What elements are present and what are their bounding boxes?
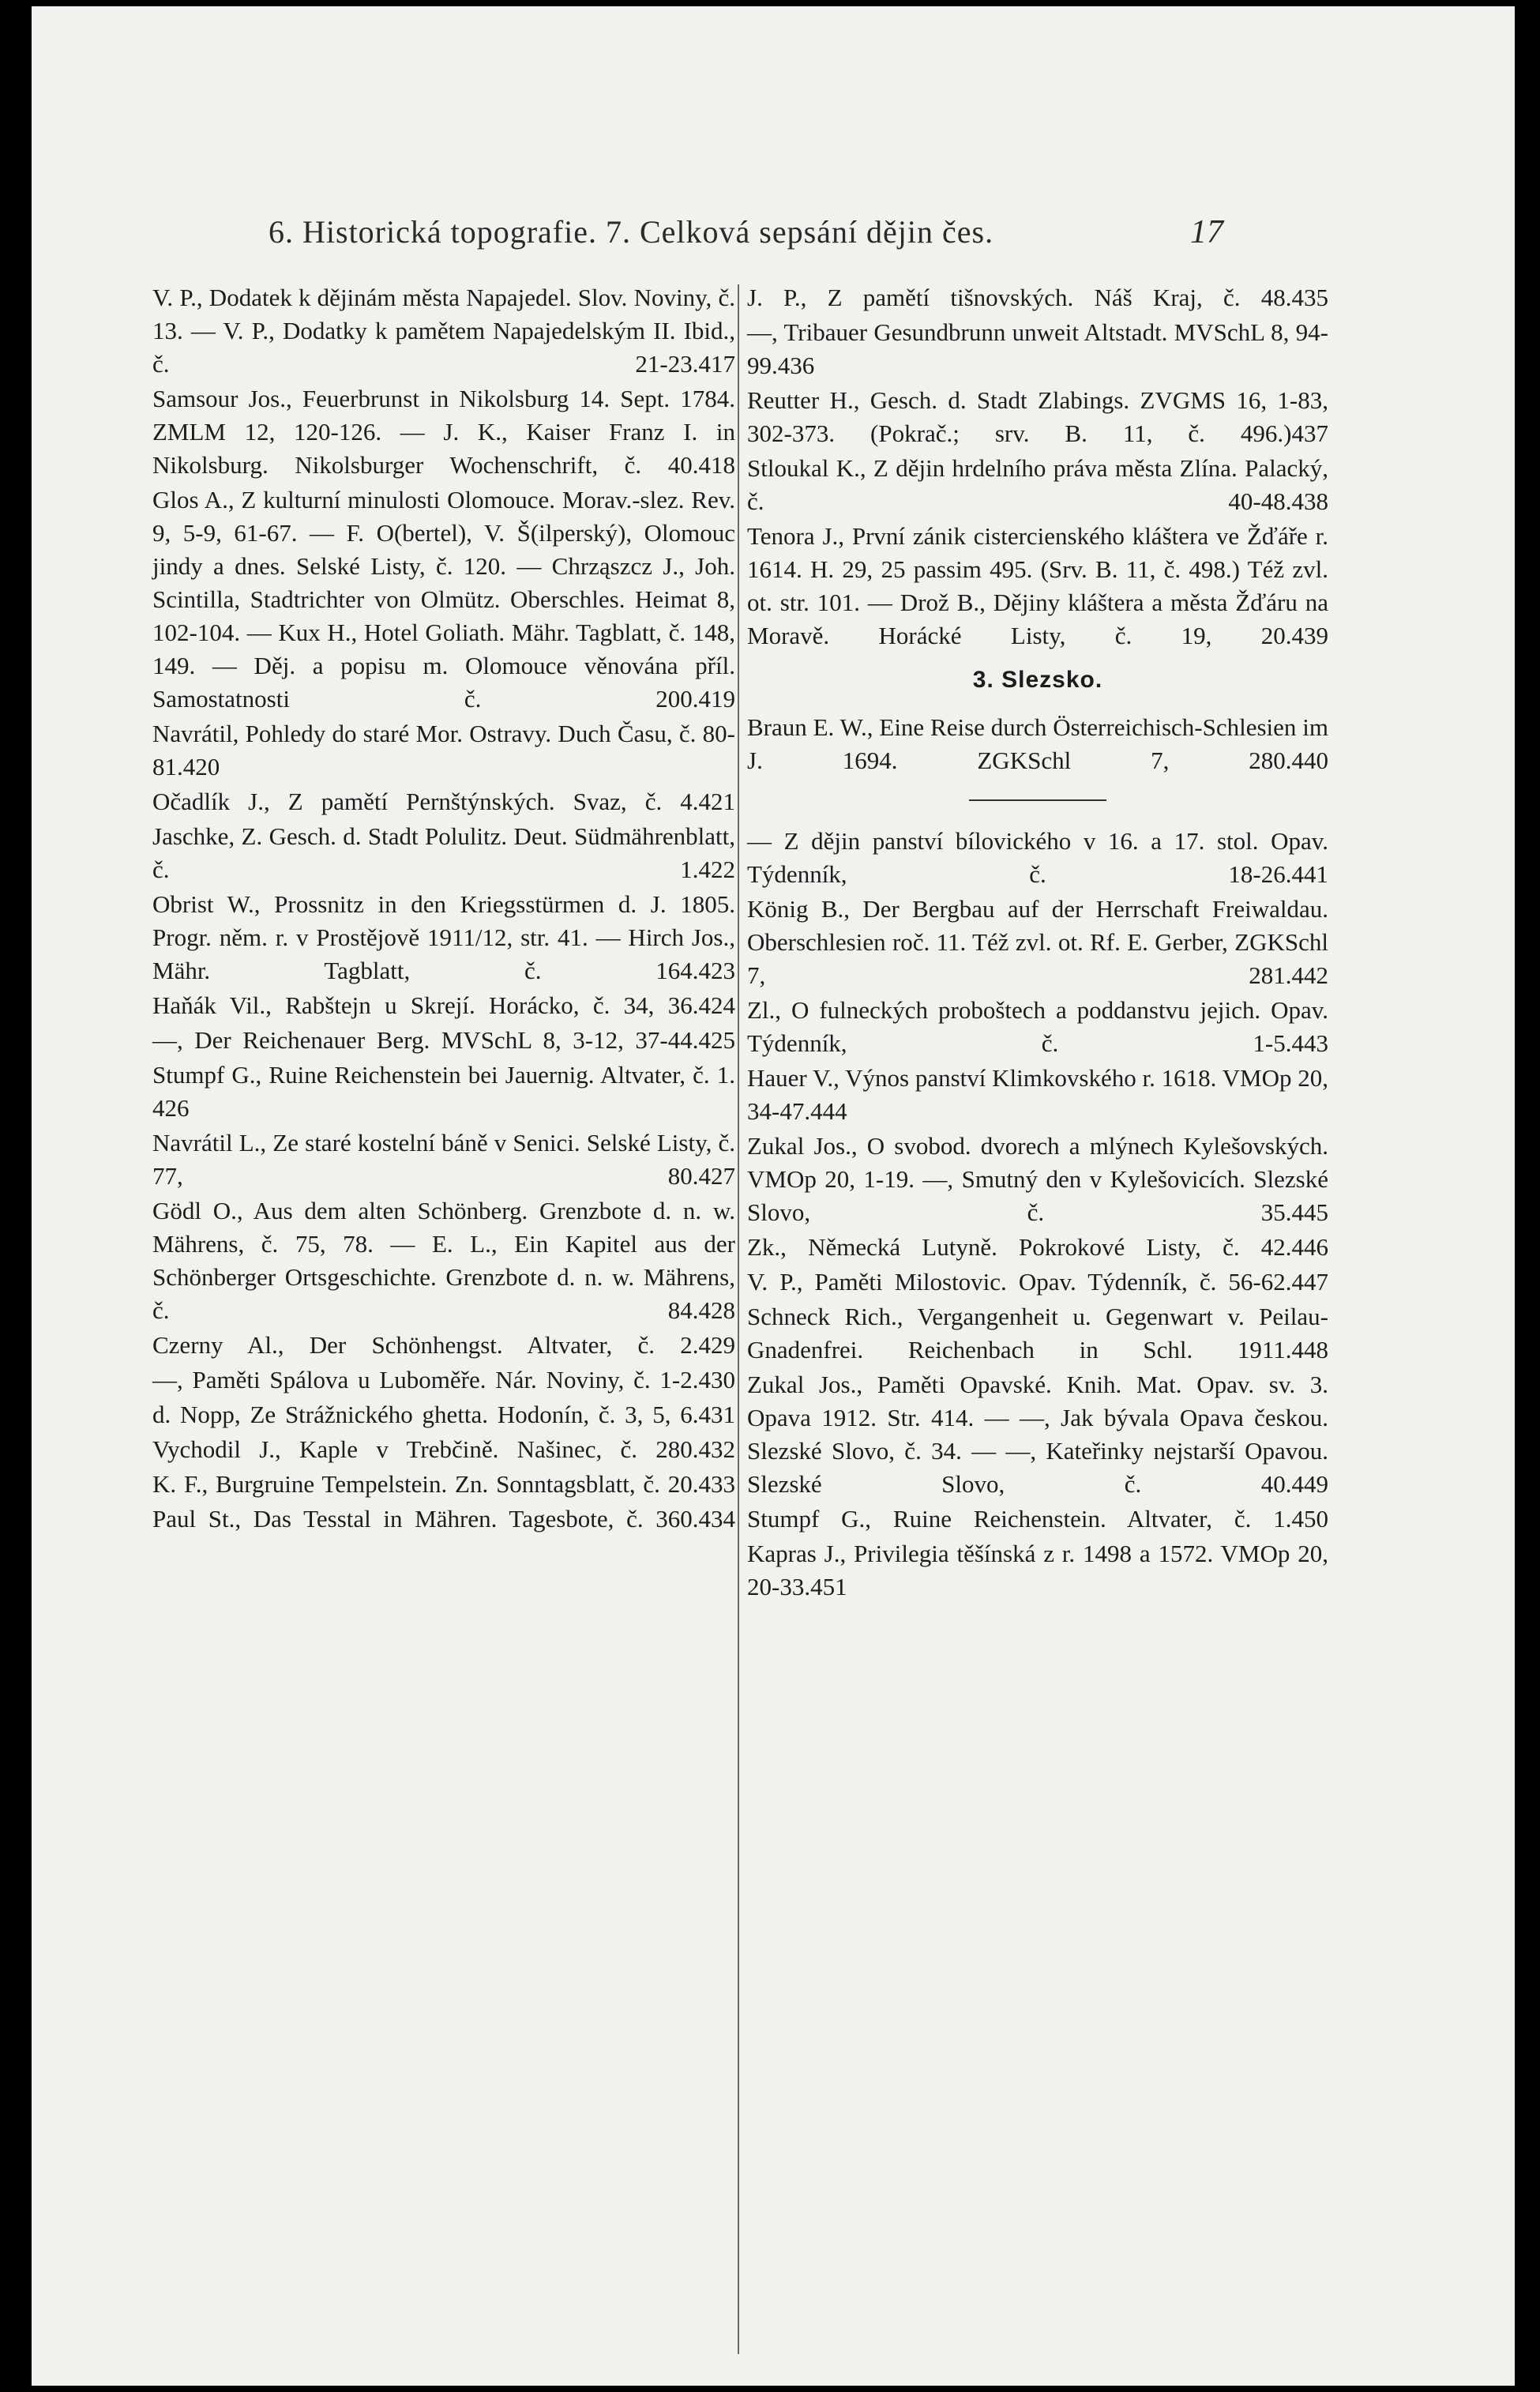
bibliography-entry — [152, 483, 735, 716]
entry-number: 450 — [1291, 1505, 1328, 1533]
bibliography-entry — [747, 384, 1328, 450]
entry-number: 433 — [698, 1470, 735, 1498]
entry-text: —, Der Reichenauer Berg. MVSchL 8, 3-12, 37-44. — [152, 1026, 699, 1054]
entry-number: 451 — [810, 1573, 847, 1600]
entry-number: 418 — [698, 451, 735, 479]
entry-number: 439 — [1291, 622, 1328, 649]
bibliography-entry — [747, 825, 1328, 891]
entry-text: Stloukal K., Z dějin hrdelního práva města Zlína. Palacký, č. 40-48. — [747, 454, 1328, 515]
right-column — [747, 281, 1328, 2335]
entry-text: Navrátil, Pohledy do staré Mor. Ostravy. Duch Času, č. 80-81. — [152, 720, 735, 780]
right-column-entries-after-rule — [747, 825, 1328, 1604]
entry-number: 419 — [698, 685, 735, 713]
entry-number: 445 — [1291, 1198, 1328, 1226]
entry-number: 428 — [698, 1296, 735, 1324]
entry-number: 437 — [1291, 419, 1328, 447]
bibliography-entry — [152, 888, 735, 987]
entry-text: —, Tribauer Gesundbrunn unweit Altstadt. MVSchL 8, 94-99. — [747, 318, 1328, 379]
bibliography-entry — [747, 1062, 1328, 1128]
entry-text: Stumpf G., Ruine Reichenstein bei Jauernig. Altvater, č. 1. — [152, 1061, 735, 1089]
bibliography-entry — [747, 1266, 1328, 1299]
bibliography-entry — [152, 1363, 735, 1397]
entry-text: —, Paměti Spálova u Luboměře. Nár. Noviny, č. 1-2. — [152, 1366, 699, 1393]
entry-number: 436 — [777, 352, 815, 379]
entry-number: 423 — [698, 957, 735, 984]
entry-number: 438 — [1291, 487, 1328, 515]
entry-text: Jaschke, Z. Gesch. d. Stadt Polulitz. Deut. Südmährenblatt, č. 1. — [152, 822, 735, 883]
bibliography-entry — [152, 1024, 735, 1057]
bibliography-entry — [152, 717, 735, 784]
entry-number: 430 — [698, 1366, 735, 1393]
right-column-entries-moravia — [747, 281, 1328, 653]
entry-text: Kapras J., Privilegia těšínská z r. 1498 a 1572. VMOp 20, 20-33. — [747, 1540, 1328, 1600]
entry-number: 424 — [698, 991, 735, 1019]
bibliography-entry — [152, 1059, 735, 1125]
entry-number: 434 — [698, 1505, 735, 1533]
entry-text: Hauer V., Výnos panství Klimkovského r. 1618. VMOp 20, 34-47. — [747, 1064, 1328, 1125]
running-head-title: 6. Historická topografie. 7. Celková sepsání dějin čes. — [269, 214, 994, 250]
bibliography-entry — [747, 281, 1328, 314]
entry-number: 431 — [698, 1401, 735, 1428]
bibliography-entry — [152, 1433, 735, 1466]
bibliography-entry — [152, 1194, 735, 1327]
bibliography-entry — [152, 281, 735, 381]
bibliography-entry — [152, 382, 735, 482]
entry-text: J. P., Z pamětí tišnovských. Náš Kraj, č. 48. — [747, 284, 1292, 311]
entry-text: Haňák Vil., Rabštejn u Skrejí. Horácko, č. 34, 36. — [152, 991, 699, 1019]
bibliography-entry — [152, 1329, 735, 1362]
entry-number: 432 — [698, 1435, 735, 1463]
entry-number: 449 — [1291, 1470, 1328, 1498]
entry-number: 441 — [1291, 860, 1328, 888]
entry-text: V. P., Dodatek k dějinám města Napajedel. Slov. Noviny, č. 13. — V. P., Dodatky k pamětem Napajedelským II. Ibid., č. 21-23. — [152, 284, 735, 378]
entry-number: 417 — [698, 350, 735, 378]
entry-number: 448 — [1291, 1336, 1328, 1363]
page-number: 17 — [1190, 214, 1223, 250]
entry-text: Zukal Jos., Paměti Opavské. Knih. Mat. Opav. sv. 3. Opava 1912. Str. 414. — —, Jak bývala Opava českou. Slezské Slovo, č. 34. — —, Kateřinky nejstarší Opavou. Slezské Slovo, č. 40. — [747, 1371, 1328, 1498]
bibliography-entry — [152, 820, 735, 886]
bibliography-entry — [747, 893, 1328, 992]
bibliography-entry — [747, 520, 1328, 653]
entry-text: Vychodil J., Kaple v Trebčině. Našinec, č. 280. — [152, 1435, 699, 1463]
bibliography-entry — [747, 711, 1328, 777]
right-column-entries-section — [747, 711, 1328, 777]
bibliography-entry — [747, 1503, 1328, 1536]
entry-number: 435 — [1291, 284, 1328, 311]
section-heading-slezsko: 3. Slezsko. — [972, 667, 1103, 693]
entry-text: Navrátil L., Ze staré kostelní báně v Senici. Selské Listy, č. 77, 80. — [152, 1129, 735, 1190]
entry-number: 426 — [152, 1094, 190, 1122]
bibliography-entry — [152, 1503, 735, 1536]
entry-text: Czerny Al., Der Schönhengst. Altvater, č. 2. — [152, 1331, 699, 1359]
bibliography-entry — [152, 1126, 735, 1193]
entry-text: Zl., O fulneckých proboštech a poddanstvu jejich. Opav. Týdenník, č. 1-5. — [747, 996, 1328, 1057]
entry-number: 444 — [810, 1097, 847, 1125]
entry-text: Paul St., Das Tesstal in Mähren. Tagesbote, č. 360. — [152, 1505, 699, 1533]
entry-text: König B., Der Bergbau auf der Herrschaft Freiwaldau. Oberschlesien roč. 11. Též zvl. ot. Rf. E. Gerber, ZGKSchl 7, 281. — [747, 895, 1328, 989]
entry-text: Zk., Německá Lutyně. Pokrokové Listy, č. 42. — [747, 1233, 1292, 1261]
bibliography-entry — [152, 785, 735, 818]
entry-number: 427 — [698, 1162, 735, 1190]
entry-number: 421 — [698, 788, 735, 815]
bibliography-entry — [747, 452, 1328, 518]
entry-number: 440 — [1291, 747, 1328, 774]
entry-text: K. F., Burgruine Tempelstein. Zn. Sonntagsblatt, č. 20. — [152, 1470, 699, 1498]
bibliography-entry — [747, 1231, 1328, 1264]
bibliography-entry — [747, 1368, 1328, 1501]
left-column — [152, 281, 735, 2335]
bibliography-entry — [152, 1468, 735, 1501]
entry-text: Stumpf G., Ruine Reichenstein. Altvater, č. 1. — [747, 1505, 1292, 1533]
bibliography-entry — [152, 1398, 735, 1431]
column-divider — [738, 284, 739, 2354]
book-page — [32, 6, 1515, 2386]
bibliography-entry — [747, 1300, 1328, 1367]
entry-text: V. P., Paměti Milostovic. Opav. Týdenník, č. 56-62. — [747, 1268, 1292, 1296]
entry-text: Tenora J., První zánik cistercienského kláštera ve Žďáře r. 1614. H. 29, 25 passim 495. (Srv. B. 11, č. 498.) Též zvl. ot. str. 101. — Drož B., Dějiny kláštera a města Žďáru na Moravě. Horácké Listy, č. 19, 20. — [747, 522, 1328, 649]
entry-text: Zukal Jos., O svobod. dvorech a mlýnech Kylešovských. VMOp 20, 1-19. —, Smutný den v Kylešovicích. Slezské Slovo, č. 35. — [747, 1132, 1328, 1226]
entry-number: 420 — [182, 753, 220, 780]
entry-text: Samsour Jos., Feuerbrunst in Nikolsburg 14. Sept. 1784. ZMLM 12, 120-126. — J. K., Kaiser Franz I. in Nikolsburg. Nikolsburger Wochenschrift, č. 40. — [152, 385, 735, 479]
bibliography-entry — [152, 989, 735, 1022]
entry-text: Obrist W., Prossnitz in den Kriegsstürmen d. J. 1805. Progr. něm. r. v Prostějově 1911/12, str. 41. — Hirch Jos., Mähr. Tagblatt, č. 164. — [152, 890, 735, 984]
entry-number: 429 — [698, 1331, 735, 1359]
entry-number: 425 — [698, 1026, 735, 1054]
entry-text: Reutter H., Gesch. d. Stadt Zlabings. ZVGMS 16, 1-83, 302-373. (Pokrač.; srv. B. 11, č. 496.) — [747, 386, 1328, 447]
bibliography-entry — [747, 994, 1328, 1060]
entry-number: 447 — [1291, 1268, 1328, 1296]
entry-text: Očadlík J., Z pamětí Pernštýnských. Svaz, č. 4. — [152, 788, 699, 815]
entry-text: Schneck Rich., Vergangenheit u. Gegenwart v. Peilau-Gnadenfrei. Reichenbach in Schl. 1911. — [747, 1303, 1328, 1363]
entry-text: Braun E. W., Eine Reise durch Österreichisch-Schlesien im J. 1694. ZGKSchl 7, 280. — [747, 713, 1328, 774]
bibliography-entry — [747, 1537, 1328, 1604]
bibliography-entry — [747, 316, 1328, 382]
entry-text: — Z dějin panství bílovického v 16. a 17. stol. Opav. Týdenník, č. 18-26. — [747, 827, 1328, 888]
entry-number: 446 — [1291, 1233, 1328, 1261]
entry-text: d. Nopp, Ze Strážnického ghetta. Hodonín, č. 3, 5, 6. — [152, 1401, 699, 1428]
separator-rule — [969, 799, 1106, 801]
running-head — [32, 213, 1515, 253]
entry-number: 443 — [1291, 1029, 1328, 1057]
entry-number: 422 — [698, 856, 735, 883]
entry-text: Glos A., Z kulturní minulosti Olomouce. Morav.-slez. Rev. 9, 5-9, 61-67. — F. O(bertel), V. Š(ilperský), Olomouc jindy a dnes. Selské Listy, č. 120. — Chrząszcz J., Joh. Scintilla, Stadtrichter von Olmütz. Oberschles. Heimat 8, 102-104. — Kux H., Hotel Goliath. Mähr. Tagblatt, č. 148, 149. — Děj. a popisu m. Olomouce věnována příl. Samostatnosti č. 200. — [152, 486, 735, 713]
entry-text: Gödl O., Aus dem alten Schönberg. Grenzbote d. n. w. Mährens, č. 75, 78. — E. L., Ein Kapitel aus der Schönberger Ortsgeschichte. Grenzbote d. n. w. Mährens, č. 84. — [152, 1197, 735, 1324]
entry-number: 442 — [1291, 961, 1328, 989]
bibliography-entry — [747, 1130, 1328, 1229]
